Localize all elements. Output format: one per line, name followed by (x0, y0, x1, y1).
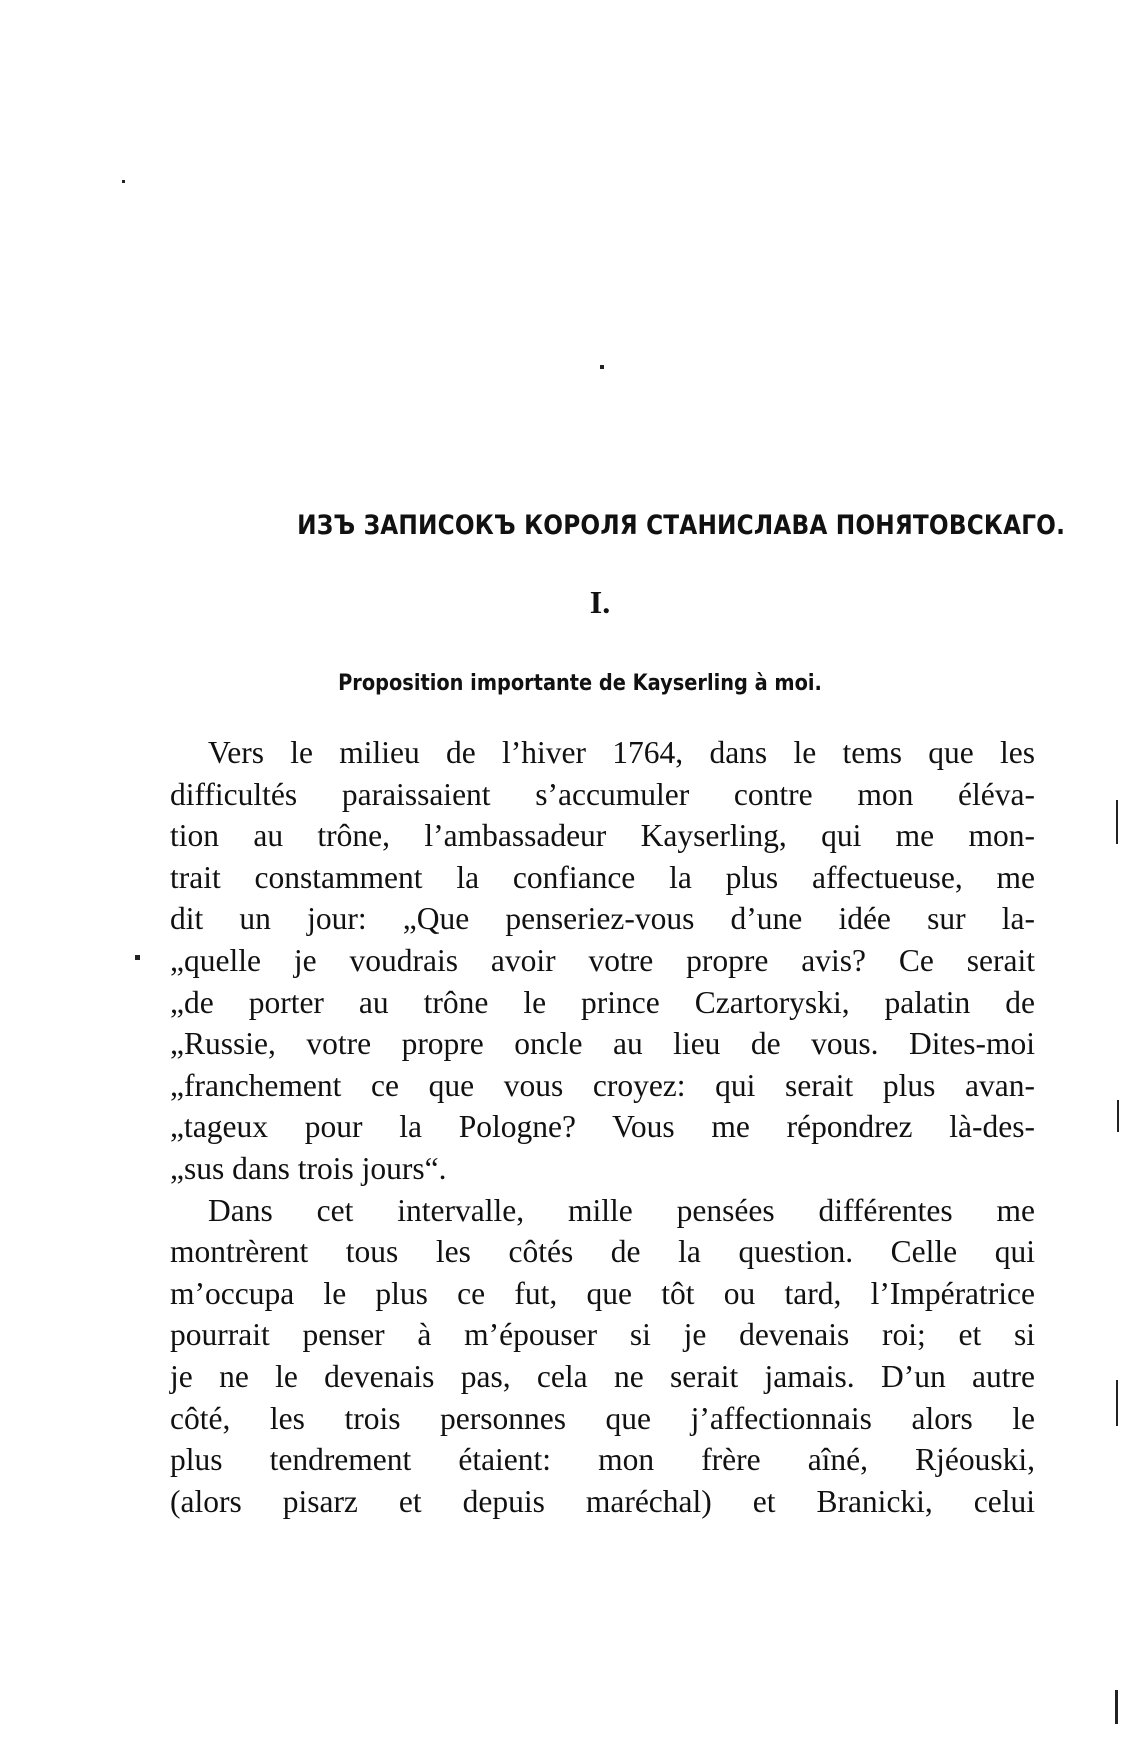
text-line: montrèrent tous les côtés de la question. Celle qui (170, 1234, 1035, 1270)
text-line: côté, les trois personnes que j’affectionnais alors le (170, 1400, 1035, 1436)
scan-speck (600, 365, 604, 369)
text-line: „sus dans trois jours“. (170, 1150, 447, 1186)
text-line: pourrait penser à m’épouser si je devenais roi; et si (170, 1317, 1035, 1353)
text-line: „tageux pour la Pologne? Vous me répondrez là-des- (170, 1109, 1035, 1145)
scan-speck (135, 955, 140, 960)
body-text (170, 732, 1035, 1522)
section-subtitle: Proposition importante de Kayserling à moi. (338, 671, 822, 696)
scan-speck (1116, 800, 1118, 844)
text-line: difficultés paraissaient s’accumuler contre mon éléva- (170, 776, 1035, 812)
text-line: je ne le devenais pas, cela ne serait jamais. D’un autre (170, 1358, 1035, 1394)
text-line: tion au trône, l’ambassadeur Kayserling, qui me mon- (170, 818, 1035, 854)
scan-speck (122, 180, 125, 183)
text-line: Dans cet intervalle, mille pensées différentes me (208, 1192, 1035, 1228)
text-line: „franchement ce que vous croyez: qui serait plus avan- (170, 1067, 1035, 1103)
scan-speck (1115, 1690, 1118, 1724)
text-line: dit un jour: „Que penseriez-vous d’une idée sur la- (170, 901, 1035, 937)
scan-speck (1117, 1100, 1119, 1132)
text-line: „de porter au trône le prince Czartoryski, palatin de (170, 984, 1035, 1020)
text-line: trait constamment la confiance la plus affectueuse, me (170, 859, 1035, 895)
text-line: Vers le milieu de l’hiver 1764, dans le tems que les (208, 735, 1035, 770)
section-number: I. (589, 584, 611, 620)
text-line: plus tendrement étaient: mon frère aîné, Rjéouski, (170, 1442, 1035, 1478)
text-line: „Russie, votre propre oncle au lieu de vous. Dites-moi (170, 1026, 1035, 1062)
text-line: m’occupa le plus ce fut, que tôt ou tard, l’Impératrice (170, 1275, 1035, 1311)
scan-speck (1116, 1380, 1118, 1426)
text-line: „quelle je voudrais avoir votre propre avis? Ce serait (170, 942, 1035, 978)
text-line: (alors pisarz et depuis maréchal) et Branicki, celui (170, 1483, 1035, 1519)
chapter-heading: ИЗЪ ЗАПИСОКЪ КОРОЛЯ СТАНИСЛАВА ПОНЯТОВСКАГО. (297, 510, 1066, 541)
